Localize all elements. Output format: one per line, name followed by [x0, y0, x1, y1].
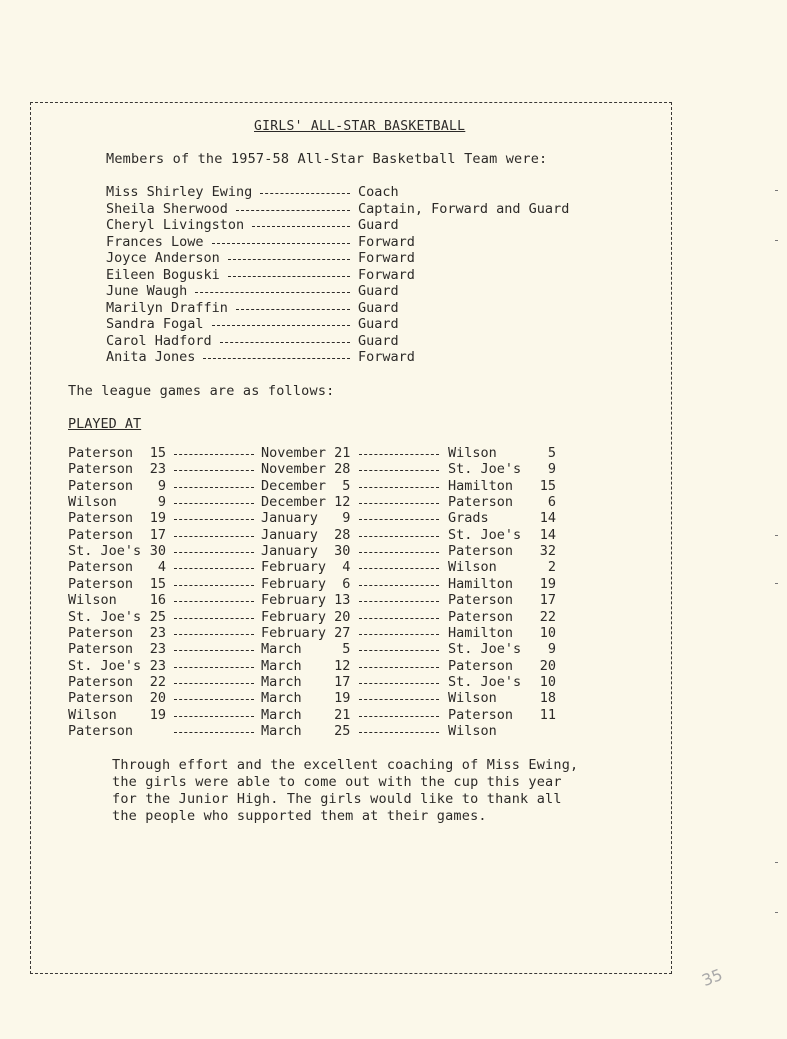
closing-line: Through effort and the excellent coaching of Miss Ewing,: [112, 757, 579, 773]
home-team: St. Joe's: [68, 657, 142, 674]
leader-dashes: [359, 454, 439, 455]
played-at-heading: PLAYED AT: [68, 416, 142, 432]
leader-dashes: [212, 243, 350, 244]
away-team: Wilson: [448, 690, 497, 707]
game-date: December 5: [261, 477, 351, 494]
leader-dashes: [228, 276, 350, 277]
game-date: November 28: [261, 461, 351, 478]
leader-dashes: [359, 618, 439, 619]
member-role: Forward: [358, 250, 415, 266]
away-score: 10: [539, 624, 556, 641]
game-date: March 21: [261, 706, 351, 723]
leader-dashes: [359, 650, 439, 651]
leader-dashes: [236, 309, 350, 310]
home-team: St. Joe's: [68, 543, 142, 560]
game-date: March 25: [261, 722, 351, 739]
game-date: January 30: [261, 543, 351, 560]
intro-text: Members of the 1957-58 All-Star Basketball Team were:: [106, 151, 548, 167]
home-team: Paterson: [68, 526, 134, 543]
member-name: Eileen Boguski: [106, 266, 220, 283]
away-score: 14: [539, 510, 556, 527]
away-team: Paterson: [448, 706, 514, 723]
leader-dashes: [359, 568, 439, 569]
home-score: 19: [149, 510, 166, 527]
leader-dashes: [236, 210, 350, 211]
game-date: December 12: [261, 494, 351, 511]
home-team: Paterson: [68, 624, 134, 641]
home-score: 9: [157, 477, 166, 494]
away-score: 17: [539, 592, 556, 609]
home-score: 15: [149, 445, 166, 461]
margin-mark: [775, 862, 778, 863]
member-name: Anita Jones: [106, 349, 196, 365]
game-date: February 27: [261, 624, 351, 641]
leader-dashes: [359, 536, 439, 537]
leader-dashes: [359, 716, 439, 717]
leader-dashes: [359, 519, 439, 520]
closing-line: the people who supported them at their games.: [112, 808, 487, 824]
game-date: February 6: [261, 575, 351, 592]
leader-dashes: [359, 699, 439, 700]
member-role: Guard: [358, 283, 399, 299]
away-score: 11: [539, 706, 556, 723]
leader-dashes: [174, 536, 254, 537]
leader-dashes: [359, 585, 439, 586]
leader-dashes: [252, 226, 350, 227]
away-team: Wilson: [448, 445, 497, 461]
leader-dashes: [174, 716, 254, 717]
away-team: Paterson: [448, 494, 514, 511]
away-team: Wilson: [448, 559, 497, 576]
home-team: Paterson: [68, 559, 134, 576]
away-score: 18: [539, 690, 556, 707]
leader-dashes: [174, 618, 254, 619]
away-score: 6: [547, 494, 556, 511]
home-score: 30: [149, 543, 166, 560]
member-role: Captain, Forward and Guard: [358, 200, 570, 217]
home-score: 23: [149, 461, 166, 478]
game-date: February 4: [261, 559, 351, 576]
leader-dashes: [174, 601, 254, 602]
margin-mark: [775, 912, 778, 913]
away-score: 22: [539, 608, 556, 625]
league-intro-text: The league games are as follows:: [68, 383, 335, 399]
game-date: January 28: [261, 526, 351, 543]
home-score: 19: [149, 706, 166, 723]
home-team: Paterson: [68, 477, 134, 494]
closing-line: for the Junior High. The girls would like to thank all: [112, 791, 562, 807]
leader-dashes: [174, 585, 254, 586]
member-name: Sandra Fogal: [106, 316, 204, 332]
leader-dashes: [359, 503, 439, 504]
leader-dashes: [174, 454, 254, 455]
member-name: Miss Shirley Ewing: [106, 184, 253, 200]
leader-dashes: [174, 519, 254, 520]
member-role: Guard: [358, 316, 399, 332]
leader-dashes: [359, 732, 439, 733]
member-name: Sheila Sherwood: [106, 200, 228, 217]
home-score: 25: [149, 608, 166, 625]
home-score: 15: [149, 575, 166, 592]
home-team: Paterson: [68, 722, 134, 739]
closing-line: the girls were able to come out with the cup this year: [112, 774, 562, 790]
leader-dashes: [174, 699, 254, 700]
game-date: March 5: [261, 641, 351, 658]
leader-dashes: [174, 552, 254, 553]
member-name: Joyce Anderson: [106, 250, 220, 266]
away-team: Paterson: [448, 608, 514, 625]
leader-dashes: [359, 552, 439, 553]
home-team: Paterson: [68, 575, 134, 592]
away-score: 5: [547, 445, 556, 461]
home-team: Paterson: [68, 673, 134, 690]
game-date: January 9: [261, 510, 351, 527]
away-score: 2: [547, 559, 556, 576]
game-date: March 17: [261, 673, 351, 690]
away-score: 9: [547, 641, 556, 658]
margin-mark: [775, 190, 778, 191]
away-score: 20: [539, 657, 556, 674]
away-team: St. Joe's: [448, 641, 522, 658]
margin-mark: [775, 535, 778, 536]
home-team: Paterson: [68, 641, 134, 658]
game-date: February 20: [261, 608, 351, 625]
member-role: Forward: [358, 233, 415, 250]
away-team: St. Joe's: [448, 461, 522, 478]
page-number: 35: [699, 964, 726, 991]
home-score: 23: [149, 641, 166, 658]
leader-dashes: [203, 358, 350, 359]
away-team: Paterson: [448, 657, 514, 674]
leader-dashes: [359, 634, 439, 635]
member-name: Frances Lowe: [106, 233, 204, 250]
margin-mark: [775, 240, 778, 241]
away-team: St. Joe's: [448, 673, 522, 690]
home-score: 20: [149, 690, 166, 707]
home-team: Paterson: [68, 461, 134, 478]
leader-dashes: [174, 732, 254, 733]
member-role: Guard: [358, 217, 399, 233]
leader-dashes: [359, 601, 439, 602]
home-team: St. Joe's: [68, 608, 142, 625]
leader-dashes: [174, 683, 254, 684]
leader-dashes: [359, 487, 439, 488]
game-date: November 21: [261, 445, 351, 461]
game-date: March 12: [261, 657, 351, 674]
home-team: Paterson: [68, 690, 134, 707]
away-team: Wilson: [448, 722, 497, 739]
member-name: Marilyn Draffin: [106, 299, 228, 316]
leader-dashes: [174, 667, 254, 668]
leader-dashes: [174, 650, 254, 651]
away-team: St. Joe's: [448, 526, 522, 543]
away-score: 15: [539, 477, 556, 494]
game-date: March 19: [261, 690, 351, 707]
leader-dashes: [359, 683, 439, 684]
page-title: GIRLS' ALL-STAR BASKETBALL: [254, 119, 466, 134]
member-name: Carol Hadford: [106, 332, 212, 349]
away-team: Hamilton: [448, 624, 514, 641]
member-role: Coach: [358, 184, 399, 200]
home-score: 22: [149, 673, 166, 690]
away-score: 10: [539, 673, 556, 690]
member-role: Forward: [358, 266, 415, 283]
away-team: Grads: [448, 510, 489, 527]
home-score: 4: [157, 559, 166, 576]
leader-dashes: [228, 259, 350, 260]
leader-dashes: [359, 667, 439, 668]
home-score: 9: [157, 494, 166, 511]
away-score: 14: [539, 526, 556, 543]
away-team: Hamilton: [448, 575, 514, 592]
away-score: 19: [539, 575, 556, 592]
member-name: Cheryl Livingston: [106, 217, 245, 233]
member-role: Forward: [358, 349, 415, 365]
home-team: Wilson: [68, 592, 117, 609]
home-score: 23: [149, 624, 166, 641]
leader-dashes: [174, 470, 254, 471]
home-team: Wilson: [68, 494, 117, 511]
closing-paragraph: [112, 757, 582, 825]
member-name: June Waugh: [106, 283, 188, 299]
leader-dashes: [195, 292, 350, 293]
leader-dashes: [174, 487, 254, 488]
home-team: Wilson: [68, 706, 117, 723]
leader-dashes: [174, 503, 254, 504]
leader-dashes: [212, 325, 350, 326]
away-score: 32: [539, 543, 556, 560]
game-date: February 13: [261, 592, 351, 609]
away-team: Hamilton: [448, 477, 514, 494]
home-score: 23: [149, 657, 166, 674]
leader-dashes: [174, 634, 254, 635]
margin-mark: [775, 583, 778, 584]
leader-dashes: [220, 342, 350, 343]
away-team: Paterson: [448, 543, 514, 560]
member-role: Guard: [358, 299, 399, 316]
leader-dashes: [174, 568, 254, 569]
leader-dashes: [260, 193, 350, 194]
away-team: Paterson: [448, 592, 514, 609]
home-score: 16: [149, 592, 166, 609]
home-team: Paterson: [68, 445, 134, 461]
away-score: 9: [547, 461, 556, 478]
home-team: Paterson: [68, 510, 134, 527]
leader-dashes: [359, 470, 439, 471]
member-role: Guard: [358, 332, 399, 349]
home-score: 17: [149, 526, 166, 543]
